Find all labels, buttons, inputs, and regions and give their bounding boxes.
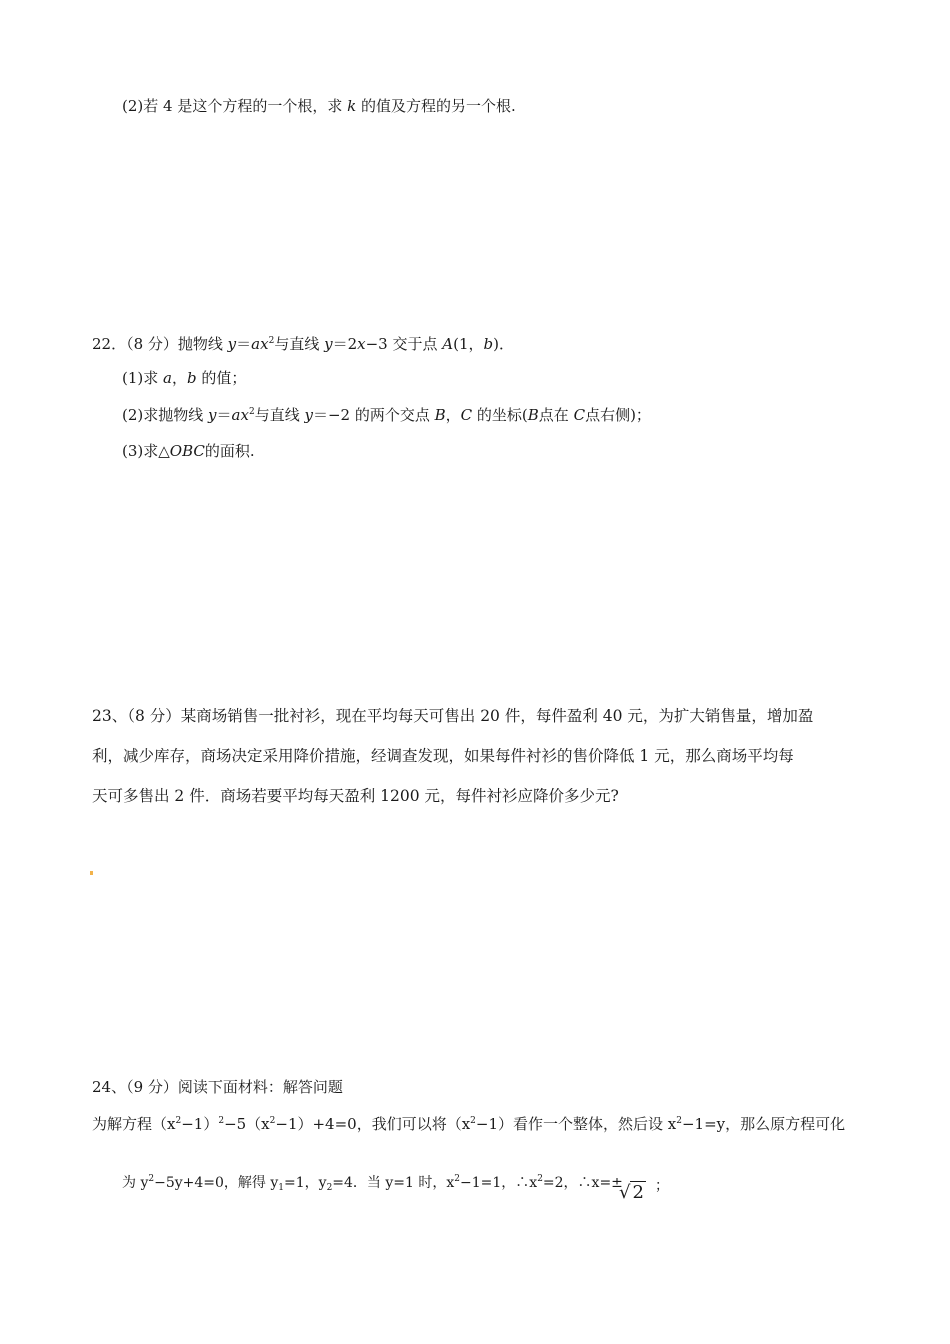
text: ＝2 <box>332 335 358 353</box>
q22-part3 <box>122 441 255 461</box>
text: 的坐标( <box>472 406 528 424</box>
text: −1=y，那么原方程可化 <box>681 1115 846 1133</box>
exponent: 2 <box>676 1116 682 1126</box>
text: =4．当 y=1 时，x <box>332 1175 455 1191</box>
text: 为 y <box>122 1175 149 1191</box>
text: (2)求抛物线 <box>122 406 209 424</box>
text: =1，y <box>284 1175 327 1191</box>
text: 22．（8 分）抛物线 <box>92 335 228 353</box>
q24-title: 24、（9 分）阅读下面材料：解答问题 <box>92 1078 343 1096</box>
q22-part1 <box>122 368 246 388</box>
text: −3 交于点 <box>365 335 443 353</box>
exponent: 2 <box>454 1174 461 1184</box>
text: 与直线 <box>254 406 305 424</box>
text: −1）+4=0，我们可以将（x <box>275 1115 471 1133</box>
sqrt-two <box>619 1182 646 1203</box>
var-a: a <box>231 406 241 424</box>
exponent: 2 <box>148 1174 155 1184</box>
text: 为解方程（x <box>92 1115 176 1133</box>
var-C: C <box>460 406 473 424</box>
var-x: x <box>260 335 269 353</box>
q21-part2 <box>122 96 516 116</box>
var-OBC: OBC <box>169 442 205 460</box>
text: )． <box>493 335 514 353</box>
var-B: B <box>527 406 539 424</box>
text: 的面积. <box>204 442 255 460</box>
var-B: B <box>434 406 446 424</box>
var-y: y <box>324 335 333 353</box>
text: ， <box>171 369 187 387</box>
exponent: 2 <box>248 407 255 417</box>
q22-heading <box>92 334 514 354</box>
exponent: 2 <box>537 1174 543 1184</box>
text: ＝ <box>216 406 232 424</box>
var-k: k <box>347 97 357 115</box>
var-x: x <box>240 406 249 424</box>
text: −1）看作一个整体，然后设 x <box>475 1115 677 1133</box>
q23-line2: 利，减少库存，商场决定采用降价措施，经调查发现，如果每件衬衫的售价降低 1 元，那么商场平均每 <box>92 747 794 765</box>
text: 点右侧)； <box>585 406 651 424</box>
q24-line3-end: ； <box>655 1178 669 1194</box>
text: ＝−2 的两个交点 <box>312 406 435 424</box>
radicand: 2 <box>632 1182 644 1203</box>
text: −1=1，∴x <box>460 1175 538 1191</box>
exponent: 2 <box>470 1116 476 1126</box>
var-y: y <box>227 335 237 353</box>
q23-line1: 23、（8 分）某商场销售一批衬衫，现在平均每天可售出 20 件，每件盈利 40 元，为扩大销售量，增加盈 <box>92 707 814 725</box>
q24-line3 <box>122 1173 623 1193</box>
var-C: C <box>573 406 586 424</box>
text: (3)求△ <box>122 442 170 460</box>
exponent: 2 <box>218 1116 225 1126</box>
subscript: 2 <box>326 1183 333 1193</box>
stray-mark <box>90 871 93 875</box>
text: 点在 <box>538 406 574 424</box>
q22-part2 <box>122 405 651 425</box>
var-a: a <box>163 369 172 387</box>
text: ＝ <box>236 335 252 353</box>
text: 的值； <box>196 369 247 387</box>
text: ， <box>445 406 461 424</box>
q21-part2-text: (2)若 4 是这个方程的一个根，求 <box>122 97 348 115</box>
exponent: 2 <box>268 336 275 346</box>
var-A: A <box>442 335 454 353</box>
text: =2，∴x=± <box>542 1175 623 1191</box>
text: −5y+4=0，解得 y <box>154 1175 279 1191</box>
var-y: y <box>304 406 313 424</box>
q23-line3: 天可多售出 2 件．商场若要平均每天盈利 1200 元，每件衬衫应降价多少元? <box>92 787 619 805</box>
text: −5（x <box>224 1115 270 1133</box>
text: (1)求 <box>122 369 164 387</box>
text: 与直线 <box>274 335 325 353</box>
exponent: 2 <box>269 1116 276 1126</box>
var-b: b <box>187 369 197 387</box>
exponent: 2 <box>175 1116 182 1126</box>
text: (1， <box>453 335 484 353</box>
subscript: 1 <box>278 1183 285 1193</box>
var-x: x <box>357 335 366 353</box>
q24-line2 <box>92 1114 845 1134</box>
var-b: b <box>483 335 494 353</box>
radical-sign: √ <box>619 1182 631 1203</box>
text: −1） <box>181 1115 219 1133</box>
q21-part2-text-end: 的值及方程的另一个根. <box>356 97 516 115</box>
var-a: a <box>251 335 261 353</box>
var-y: y <box>208 406 217 424</box>
